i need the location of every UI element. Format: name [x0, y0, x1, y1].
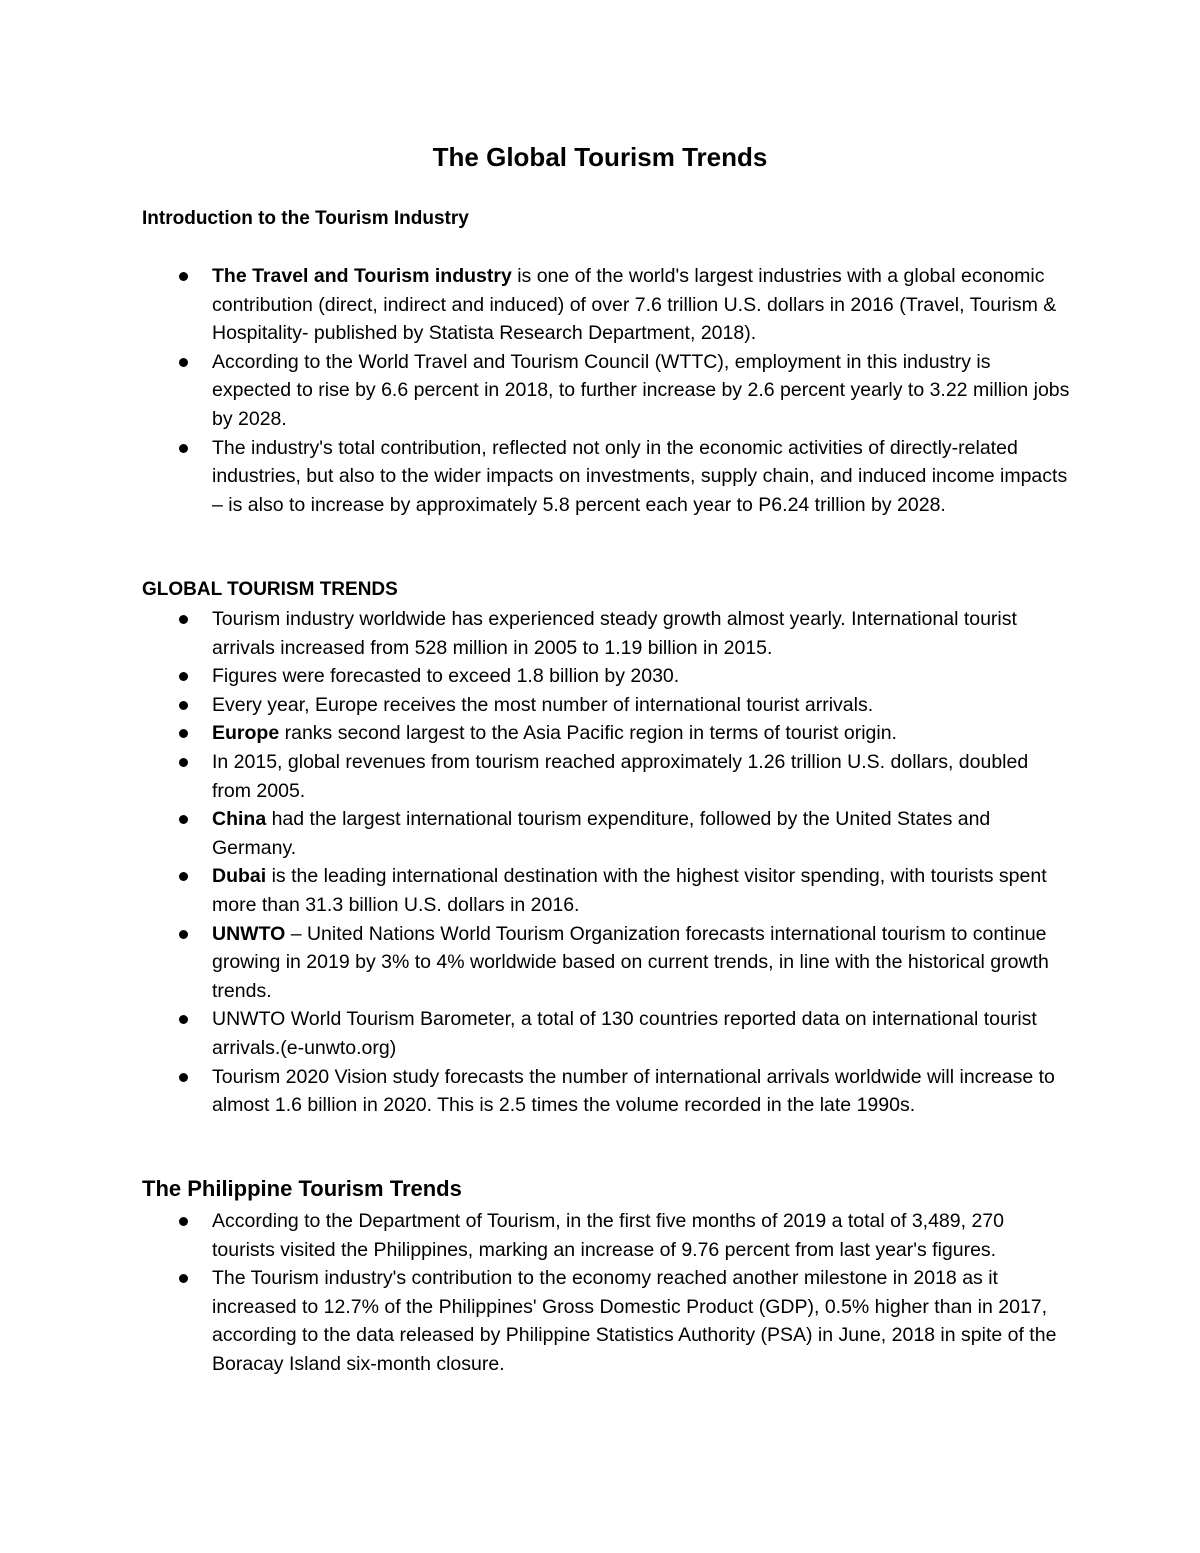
bullet-icon: [179, 444, 188, 453]
item-text: The industry's total contribution, reflected not only in the economic activities of directly-related industries, but also to the wider impacts on investments, supply chain, and induced income impacts – is also to increase by approximately 5.8 percent each year to P6.24 trillion by 2028.: [212, 436, 1068, 516]
item-text: had the largest international tourism expenditure, followed by the United States and Germany.: [212, 808, 991, 859]
bullet-icon: [179, 701, 188, 710]
bullet-icon: [179, 1217, 188, 1226]
bullet-icon: [179, 615, 188, 624]
list-item: [212, 920, 1072, 1006]
item-text: Every year, Europe receives the most number of international tourist arrivals.: [212, 693, 874, 716]
list-item: [212, 691, 1072, 720]
list-item: [212, 719, 1072, 748]
list-item: [212, 605, 1072, 662]
bullet-icon: [179, 672, 188, 681]
item-bold: UNWTO: [212, 922, 286, 945]
list-item: [212, 1207, 1072, 1264]
page-title: The Global Tourism Trends: [432, 142, 768, 172]
list-item: [212, 1063, 1072, 1120]
item-text: According to the Department of Tourism, in the first five months of 2019 a total of 3,489, 270 tourists visited the Philippines, marking an increase of 9.76 percent from last year's figures.: [212, 1210, 1004, 1261]
list-item: [212, 262, 1072, 348]
item-bold: Dubai: [212, 865, 267, 888]
philippines-heading: The Philippine Tourism Trends: [142, 1176, 462, 1201]
item-bold: Europe: [212, 722, 280, 745]
global-heading: GLOBAL TOURISM TRENDS: [142, 579, 398, 600]
item-text: Tourism industry worldwide has experienced steady growth almost yearly. International tourist arrivals increased from 528 million in 2005 to 1.19 billion in 2015.: [212, 608, 1017, 659]
list-item: [212, 662, 1072, 691]
list-item: [212, 348, 1072, 434]
global-list: [212, 605, 1072, 1120]
bullet-icon: [179, 758, 188, 767]
item-text: – United Nations World Tourism Organization forecasts international tourism to continue growing in 2019 by 3% to 4% worldwide based on current trends, in line with the historical growth trends.: [212, 922, 1049, 1002]
philippines-list: [212, 1207, 1072, 1379]
item-text: ranks second largest to the Asia Pacific region in terms of tourist origin.: [279, 722, 897, 745]
item-text: According to the World Travel and Tourism Council (WTTC), employment in this industry is expected to rise by 6.6 percent in 2018, to further increase by 2.6 percent yearly to 3.22 million jobs by 2028.: [212, 350, 1070, 430]
list-item: [212, 805, 1072, 862]
bullet-icon: [179, 1015, 188, 1024]
item-bold: The Travel and Tourism industry: [212, 265, 512, 287]
bullet-icon: [179, 1073, 188, 1082]
list-item: [212, 748, 1072, 805]
list-item: [212, 434, 1072, 520]
bullet-icon: [179, 1274, 188, 1283]
item-text: is one of the world's largest industries with a global economic contribution (direct, indirect and induced) of over 7.6 trillion U.S. dollars in 2016 (Travel, Tourism & Hospitality- published by Statista Research Department, 2018).: [212, 265, 1057, 345]
bullet-icon: [179, 358, 188, 367]
bullet-icon: [179, 272, 188, 281]
list-item: [212, 1264, 1072, 1378]
item-text: The Tourism industry's contribution to the economy reached another milestone in 2018 as it increased to 12.7% of the Philippines' Gross Domestic Product (GDP), 0.5% higher than in 2017, according to the data released by Philippine Statistics Authority (PSA) in June, 2018 in spite of the Boracay Island six-month closure.: [212, 1267, 1057, 1375]
bullet-icon: [179, 729, 188, 738]
list-item: [212, 862, 1072, 919]
list-item: [212, 1005, 1072, 1062]
intro-list: [212, 262, 1072, 519]
item-text: Figures were forecasted to exceed 1.8 billion by 2030.: [212, 665, 680, 688]
item-text: Tourism 2020 Vision study forecasts the number of international arrivals worldwide will increase to almost 1.6 billion in 2020. This is 2.5 times the volume recorded in the late 1990s.: [212, 1065, 1055, 1117]
item-bold: China: [212, 808, 267, 831]
item-text: is the leading international destination with the highest visitor spending, with tourists spent more than 31.3 billion U.S. dollars in 2016.: [212, 865, 1047, 916]
item-text: In 2015, global revenues from tourism reached approximately 1.26 trillion U.S. dollars, doubled from 2005.: [212, 750, 1029, 802]
bullet-icon: [179, 930, 188, 939]
bullet-icon: [179, 815, 188, 824]
item-text: UNWTO World Tourism Barometer, a total of 130 countries reported data on international tourist arrivals.(e-unwto.org): [212, 1008, 1037, 1059]
bullet-icon: [179, 872, 188, 881]
intro-heading: Introduction to the Tourism Industry: [142, 208, 469, 229]
